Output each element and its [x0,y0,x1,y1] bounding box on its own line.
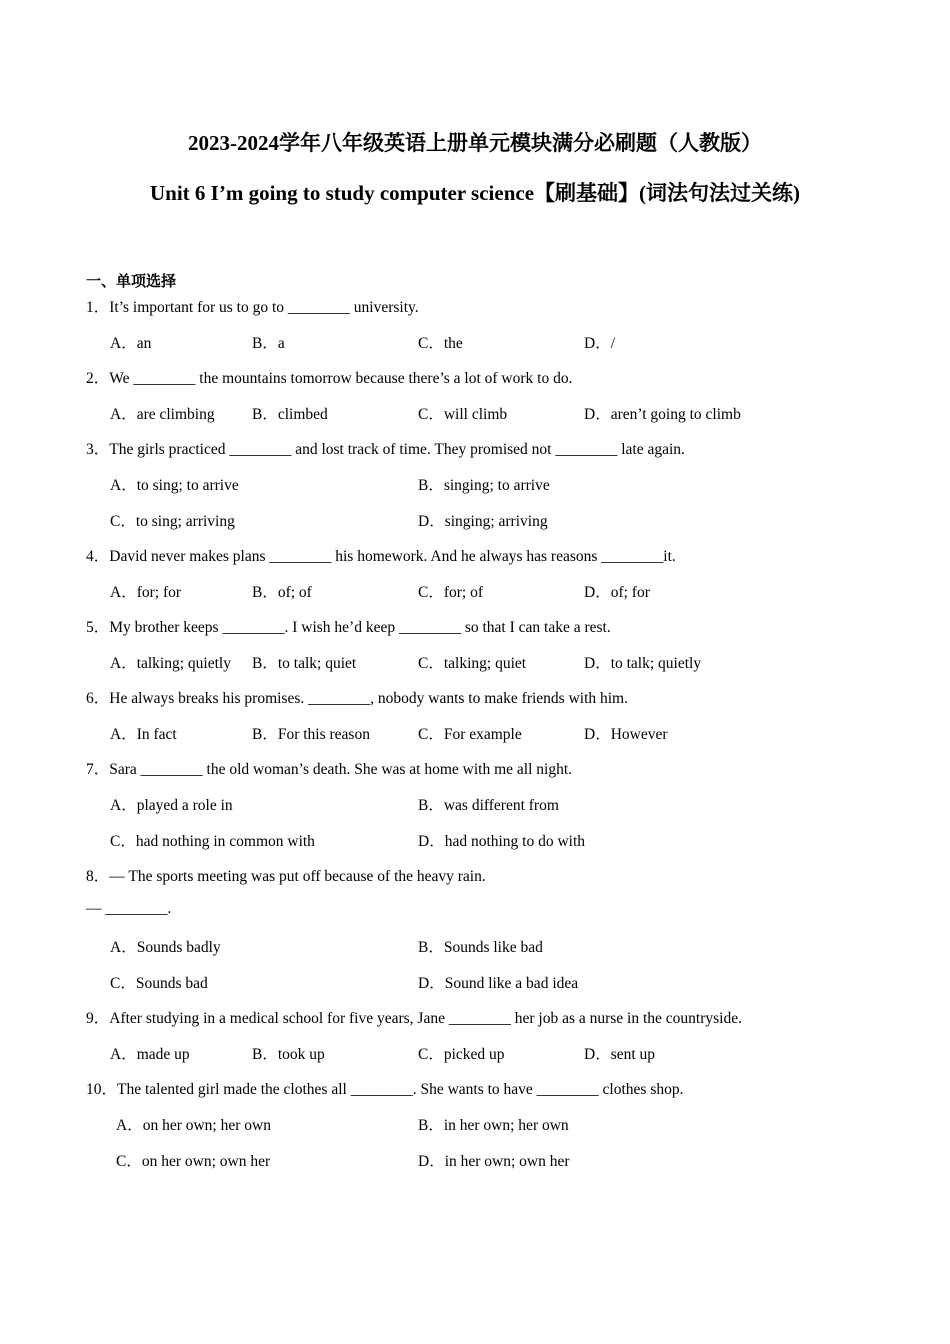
q4-option-c: C．for; of [418,584,484,601]
q3-option-a: A．to sing; to arrive [110,477,239,494]
q8-option-c: C．Sounds bad [110,975,208,992]
page-subtitle: Unit 6 I’m going to study computer science【刷基础】(词法句法过关练) [150,181,800,205]
question-5-stem: 5．My brother keeps ________. I wish he’d keep ________ so that I can take a rest. [86,619,611,636]
question-9-stem: 9．After studying in a medical school for five years, Jane ________ her job as a nurse in the countryside. [86,1010,742,1027]
question-1-stem: 1．It’s important for us to go to ________ university. [86,299,419,316]
q6-option-a: A．In fact [110,726,177,743]
q7-option-a: A．played a role in [110,797,233,814]
q2-option-d: D．aren’t going to climb [584,406,741,423]
q5-option-b: B．to talk; quiet [252,655,357,672]
q2-option-a: A．are climbing [110,406,215,423]
q10-option-b: B．in her own; her own [418,1117,569,1134]
q9-option-c: C．picked up [418,1046,505,1063]
question-2-stem: 2．We ________ the mountains tomorrow because there’s a lot of work to do. [86,370,573,387]
q5-option-d: D．to talk; quietly [584,655,702,672]
q2-option-c: C．will climb [418,406,508,423]
q10-option-c: C．on her own; own her [116,1153,271,1170]
q5-option-c: C．talking; quiet [418,655,527,672]
question-7-stem: 7．Sara ________ the old woman’s death. She was at home with me all night. [86,761,573,778]
question-8-response: — ________. [86,900,172,917]
question-6-stem: 6．He always breaks his promises. ________, nobody wants to make friends with him. [86,690,628,707]
q9-option-a: A．made up [110,1046,190,1063]
q6-option-d: D．However [584,726,668,743]
q10-option-a: A．on her own; her own [116,1117,271,1134]
q1-option-d: D．/ [584,335,616,352]
q4-option-a: A．for; for [110,584,182,601]
question-3-stem: 3．The girls practiced ________ and lost track of time. They promised not ________ late again. [86,441,685,458]
question-10-stem: 10．The talented girl made the clothes all ________. She wants to have ________ clothes shop. [86,1081,684,1098]
q1-option-b: B．a [252,335,285,352]
q3-option-c: C．to sing; arriving [110,513,235,530]
q5-option-a: A．talking; quietly [110,655,231,672]
q7-option-b: B．was different from [418,797,559,814]
q6-option-c: C．For example [418,726,522,743]
q10-option-d: D．in her own; own her [418,1153,570,1170]
q7-option-c: C．had nothing in common with [110,833,315,850]
q2-option-b: B．climbed [252,406,328,423]
q7-option-d: D．had nothing to do with [418,833,586,850]
q8-option-b: B．Sounds like bad [418,939,543,956]
question-8-stem: 8．— The sports meeting was put off because of the heavy rain. [86,868,486,885]
question-4-stem: 4．David never makes plans ________ his homework. And he always has reasons ________it. [86,548,676,565]
q9-option-d: D．sent up [584,1046,656,1063]
q3-option-b: B．singing; to arrive [418,477,550,494]
q8-option-d: D．Sound like a bad idea [418,975,579,992]
q4-option-d: D．of; for [584,584,650,601]
q3-option-d: D．singing; arriving [418,513,548,530]
q1-option-c: C．the [418,335,463,352]
page-title: 2023-2024学年八年级英语上册单元模块满分必刷题（人教版） [188,131,762,155]
q4-option-b: B．of; of [252,584,312,601]
q9-option-b: B．took up [252,1046,325,1063]
q8-option-a: A．Sounds badly [110,939,221,956]
section-heading: 一、单项选择 [86,272,177,290]
q1-option-a: A．an [110,335,152,352]
q6-option-b: B．For this reason [252,726,370,743]
